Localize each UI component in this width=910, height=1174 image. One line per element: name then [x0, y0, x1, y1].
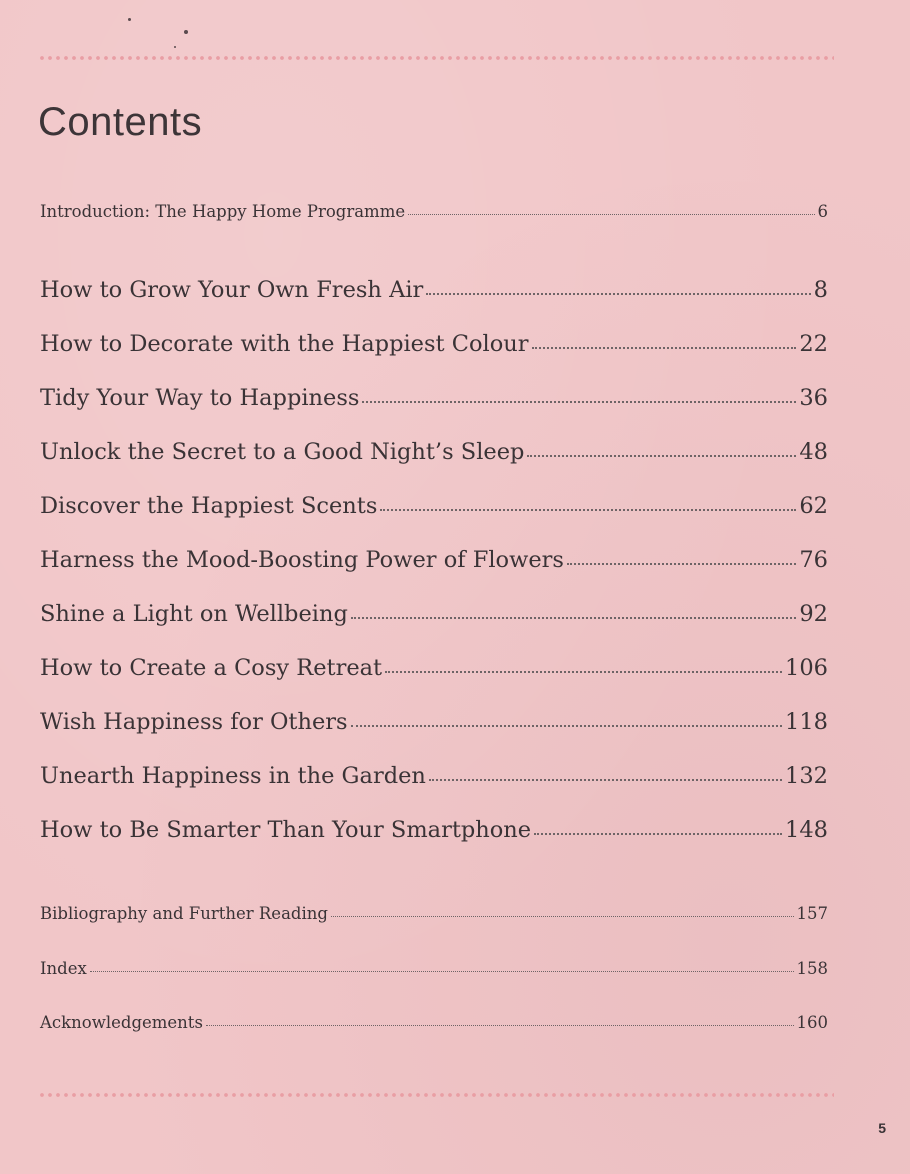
dot-leader — [429, 779, 782, 781]
top-dotted-rule — [38, 54, 834, 62]
toc-entry-label: Unearth Happiness in the Garden — [40, 763, 426, 789]
toc-entry-page: 157 — [796, 904, 828, 923]
toc-entry-label: Acknowledgements — [40, 1013, 203, 1032]
toc-entry-label: How to Grow Your Own Fresh Air — [40, 277, 424, 303]
toc-entry-page: 62 — [799, 493, 828, 519]
toc-entry-chapter — [40, 385, 828, 417]
toc-entry-page: 36 — [799, 385, 828, 411]
toc-entry-index — [40, 959, 828, 983]
dot-leader — [408, 214, 814, 215]
toc-entry-page: 132 — [785, 763, 828, 789]
toc-entry-label: How to Be Smarter Than Your Smartphone — [40, 817, 532, 843]
toc-entry-chapter — [40, 709, 828, 741]
dot-leader — [351, 725, 782, 727]
dot-leader — [351, 617, 797, 619]
toc-entry-page: 6 — [817, 202, 828, 221]
dot-leader — [534, 833, 782, 835]
dot-leader — [380, 509, 796, 511]
toc-entry-introduction — [40, 202, 828, 226]
toc-entry-chapter — [40, 439, 828, 471]
toc-entry-label: Tidy Your Way to Happiness — [40, 385, 360, 411]
toc-entry-page: 148 — [785, 817, 828, 843]
toc-entry-chapter — [40, 601, 828, 633]
toc-entry-chapter — [40, 763, 828, 795]
toc-entry-page: 160 — [796, 1013, 828, 1032]
toc-entry-chapter — [40, 277, 828, 309]
toc-entry-label: Discover the Happiest Scents — [40, 493, 378, 519]
toc-entry-chapter — [40, 331, 828, 363]
dot-leader — [90, 971, 794, 972]
toc-entry-page: 76 — [799, 547, 828, 573]
toc-entry-page: 92 — [799, 601, 828, 627]
dot-leader — [331, 916, 794, 917]
toc-entry-label: Index — [40, 959, 87, 978]
dot-leader — [532, 347, 797, 349]
dot-leader — [527, 455, 796, 457]
toc-entry-label: Shine a Light on Wellbeing — [40, 601, 348, 627]
toc-entry-bibliography — [40, 904, 828, 928]
paper-speck — [184, 30, 188, 34]
toc-entry-label: How to Create a Cosy Retreat — [40, 655, 383, 681]
toc-entry-label: Bibliography and Further Reading — [40, 904, 328, 923]
dot-leader — [567, 563, 796, 565]
toc-entry-label: Introduction: The Happy Home Programme — [40, 202, 406, 221]
toc-entry-page: 48 — [799, 439, 828, 465]
page-title: Contents — [38, 100, 203, 144]
toc-entry-label: How to Decorate with the Happiest Colour — [40, 331, 529, 357]
toc-entry-page: 158 — [796, 959, 828, 978]
toc-entry-chapter — [40, 547, 828, 579]
toc-entry-chapter — [40, 655, 828, 687]
bottom-dotted-rule — [38, 1091, 834, 1099]
dot-leader — [426, 293, 810, 295]
dot-leader — [362, 401, 796, 403]
toc-entry-chapter — [40, 493, 828, 525]
toc-entry-page: 22 — [799, 331, 828, 357]
toc-entry-page: 8 — [813, 277, 828, 303]
toc-entry-label: Wish Happiness for Others — [40, 709, 348, 735]
toc-entry-chapter — [40, 817, 828, 849]
toc-entry-label: Harness the Mood-Boosting Power of Flowers — [40, 547, 564, 573]
paper-speck — [128, 18, 131, 21]
toc-entry-label: Unlock the Secret to a Good Night’s Sleep — [40, 439, 525, 465]
dot-leader — [385, 671, 782, 673]
toc-entry-page: 106 — [785, 655, 828, 681]
toc-entry-acknowledgements — [40, 1013, 828, 1037]
toc-entry-page: 118 — [785, 709, 828, 735]
dot-leader — [206, 1025, 794, 1026]
page-number: 5 — [878, 1120, 886, 1136]
paper-speck — [174, 46, 176, 48]
